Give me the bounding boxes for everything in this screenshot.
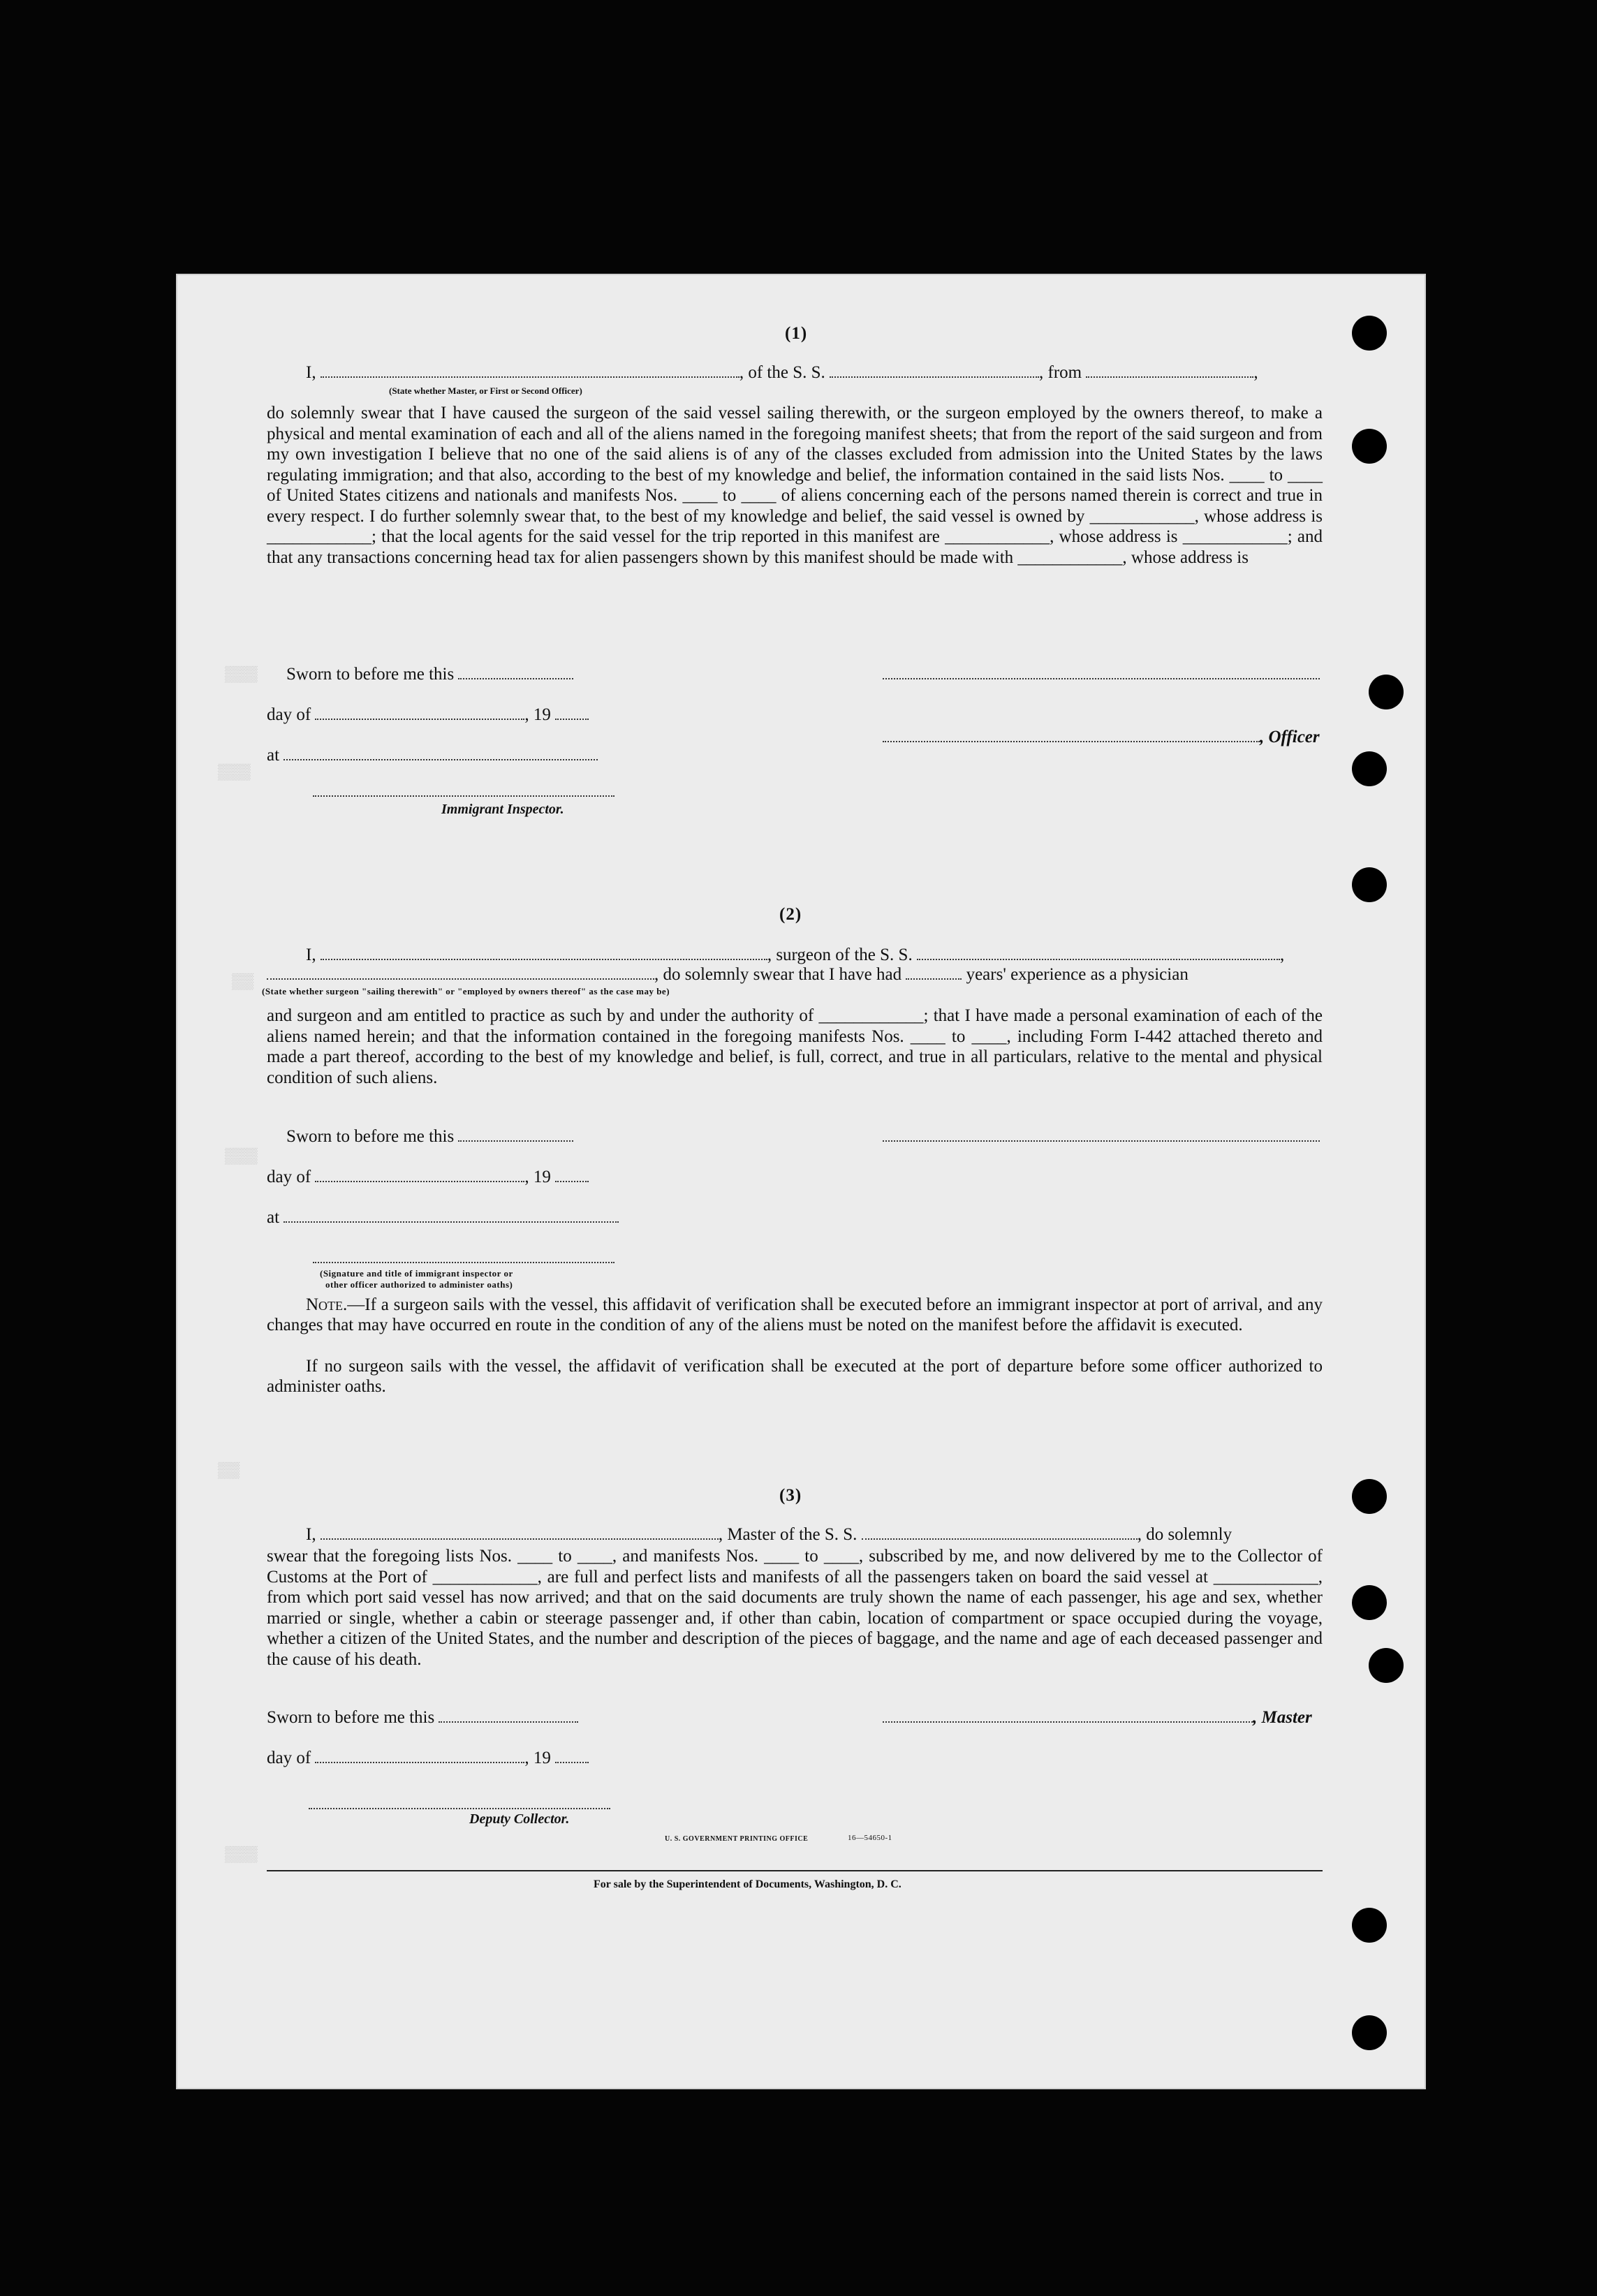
master-prefix: I, <box>306 1525 316 1544</box>
inspector-signature-line[interactable] <box>313 782 614 802</box>
punch-hole <box>1352 1585 1387 1620</box>
surgeon-caption: (State whether surgeon "sailing therewith" or "employed by owners thereof" as the case may be) <box>262 986 670 996</box>
signature-caption-2: other officer authorized to administer oaths) <box>325 1279 513 1290</box>
officer-title: , Officer <box>1260 728 1320 746</box>
bleed-through-mark: ▒▒ <box>218 1461 240 1478</box>
section-3-sworn-line <box>267 1708 578 1728</box>
ship-label: , of the S. S. <box>739 363 825 382</box>
signature-caption-1: (Signature and title of immigrant inspector or <box>320 1268 513 1279</box>
master-title: , Master <box>1253 1708 1312 1727</box>
at-place-field[interactable] <box>284 746 598 760</box>
at-place-field[interactable] <box>284 1209 619 1223</box>
year-field[interactable] <box>555 1168 589 1182</box>
sworn-label: Sworn to before me this <box>286 1127 455 1146</box>
month-field[interactable] <box>315 706 524 720</box>
day-of-label: day of <box>267 1749 311 1767</box>
at-label: at <box>267 1208 280 1227</box>
section-3-number: (3) <box>779 1486 802 1505</box>
inspector-officer-signature-line[interactable] <box>313 1249 614 1268</box>
sworn-label: Sworn to before me this <box>286 665 455 684</box>
section-1-oath-paragraph: do solemnly swear that I have caused the surgeon of the said vessel sailing therewith, or the surgeon employed by the owners thereof, to make a physical and mental examination of each and all of the aliens named in the foregoing manifest sheets; that from the report of the said surgeon and from my own investigation I believe that no one of the said aliens is of any of the classes excluded from admission into the United States by the laws regulating immigration; and that also, according to the best of my knowledge and belief, the information contained in the said lists Nos. ____ to ____ of United States citizens and nationals and manifests Nos. ____ to ____ of aliens concerning each of the persons named therein is correct and true in every respect. I do further solemnly swear that, to the best of my knowledge and belief, the said vessel is owned by ____________, whose address is ____________; that the local agents for the said vessel for the trip reported in this manifest are ____________, whose address is ____________; and that any transactions concerning head tax for alien passengers shown by this manifest should be made with ____________, whose address is <box>267 404 1323 567</box>
officer-signature-line-2 <box>883 728 1320 747</box>
year-label: , 19 <box>524 705 551 724</box>
at-label: at <box>267 746 280 765</box>
deputy-collector-label: Deputy Collector. <box>469 1811 570 1827</box>
section-3-master-line <box>306 1525 1232 1545</box>
year-label: , 19 <box>524 1749 551 1767</box>
bleed-through-mark: ▒▒▒ <box>225 1147 258 1164</box>
sworn-day-field[interactable] <box>458 665 573 679</box>
immigrant-inspector-label: Immigrant Inspector. <box>441 802 564 817</box>
month-field[interactable] <box>315 1749 524 1763</box>
punch-hole <box>1352 2015 1387 2050</box>
year-field[interactable] <box>555 706 589 720</box>
section-3-day-line <box>267 1749 589 1768</box>
month-field[interactable] <box>315 1168 524 1182</box>
bleed-through-mark: ▒▒▒ <box>225 1845 258 1862</box>
master-name-field[interactable] <box>321 1526 719 1540</box>
years-label: years' experience as a physician <box>966 965 1188 984</box>
section-2-day-line <box>267 1168 589 1187</box>
from-label: , from <box>1039 363 1082 382</box>
punch-hole <box>1352 1479 1387 1514</box>
swear-label: , do solemnly swear that I have had <box>654 965 902 984</box>
year-field[interactable] <box>555 1749 589 1763</box>
master-ship-label: , Master of the S. S. <box>718 1525 858 1544</box>
section-1-sworn-line <box>286 665 573 684</box>
punch-hole <box>1369 1648 1404 1683</box>
officer-name-field[interactable] <box>321 364 739 378</box>
master-ship-field[interactable] <box>862 1526 1138 1540</box>
section-1-declarant-line: I, , of the S. S. , from , <box>306 363 1258 382</box>
note-paragraph-2: If no surgeon sails with the vessel, the affidavit of verification shall be executed at the port of departure before some officer authorized to administer oaths. <box>267 1357 1323 1396</box>
master-signature-line <box>883 1708 1312 1728</box>
printing-office-label: U. S. GOVERNMENT PRINTING OFFICE <box>665 1835 809 1843</box>
note-label: Note. <box>306 1295 348 1314</box>
sworn-day-field[interactable] <box>439 1709 578 1723</box>
surgeon-ship-label: , surgeon of the S. S. <box>767 945 913 964</box>
section-2-oath-paragraph: and surgeon and am entitled to practice as such by and under the authority of ____________; that I have made a personal examination of each of the aliens named herein; and that the information contained in the foregoing manifests Nos. ____ to ____, including Form I-442 attached thereto and made a part thereof, according to the best of my knowledge and belief, is full, correct, and true in all particulars, relative to the mental and physical condition of such aliens. <box>267 1006 1323 1087</box>
form-code-label: 16—54650-1 <box>848 1834 892 1842</box>
origin-port-field[interactable] <box>1086 364 1253 378</box>
year-label: , 19 <box>524 1168 551 1186</box>
officer-signature-line-1[interactable] <box>883 665 1320 684</box>
section-3-oath-paragraph: swear that the foregoing lists Nos. ____ to ____, and manifests Nos. ____ to ____, subscribed by me, and now delivered by me to the Collector of Customs at the Port of ____________, are full and perfect lists and manifests of all the passengers taken on board the said vessel at ____________, from which port said vessel has now arrived; and that on the said documents are truly shown the name of each passenger, his age and sex, whether married or single, whether a cabin or steerage passenger and, if other than cabin, location of compartment or space occupied during the voyage, whether a citizen of the United States, and the number and description of the pieces of baggage, and the name and age of each deceased passenger and the cause of his death. <box>267 1547 1323 1669</box>
surgeon-name-field[interactable] <box>321 946 767 960</box>
bleed-through-mark: ▒▒▒ <box>218 763 251 780</box>
punch-hole <box>1352 316 1387 351</box>
manifest-page <box>176 274 1426 2089</box>
ship-name-field[interactable] <box>830 364 1039 378</box>
note-paragraph-1 <box>267 1295 1323 1335</box>
surgeon-signature-line[interactable] <box>883 1127 1320 1147</box>
footer-rule <box>267 1870 1323 1871</box>
punch-hole <box>1352 867 1387 902</box>
section-1-number: (1) <box>785 324 808 343</box>
bleed-through-mark: ▒▒ <box>232 972 254 989</box>
sale-notice: For sale by the Superintendent of Documents, Washington, D. C. <box>594 1878 901 1890</box>
punch-hole <box>1352 429 1387 464</box>
declarant-prefix: I, <box>306 363 316 382</box>
years-field[interactable] <box>906 966 962 980</box>
surgeon-ship-field[interactable] <box>917 946 1280 960</box>
day-of-label: day of <box>267 1168 311 1186</box>
section-2-sworn-line <box>286 1127 573 1147</box>
officer-signature-field[interactable] <box>883 728 1260 742</box>
section-2-number: (2) <box>779 905 802 924</box>
section-2-swear-line <box>267 965 1188 985</box>
section-1-day-line <box>267 705 589 725</box>
punch-hole <box>1352 1908 1387 1943</box>
bleed-through-mark: ▒▒▒ <box>225 665 258 682</box>
surgeon-prefix: I, <box>306 945 316 964</box>
surgeon-status-field[interactable] <box>267 966 654 980</box>
punch-hole <box>1369 675 1404 709</box>
punch-hole <box>1352 751 1387 786</box>
day-of-label: day of <box>267 705 311 724</box>
sworn-label: Sworn to before me this <box>267 1708 435 1727</box>
section-1-at-line <box>267 746 598 765</box>
officer-caption: (State whether Master, or First or Second Officer) <box>389 385 582 396</box>
sworn-day-field[interactable] <box>458 1128 573 1142</box>
note-text-1: —If a surgeon sails with the vessel, this affidavit of verification shall be executed before an immigrant inspector at port of arrival, and any changes that may have occurred en route in the condition of any of the aliens must be noted on the manifest before the affidavit is executed. <box>267 1295 1323 1334</box>
solemnly-label: , do solemnly <box>1137 1525 1232 1544</box>
section-2-at-line <box>267 1208 619 1228</box>
master-signature-field[interactable] <box>883 1709 1253 1723</box>
section-2-surgeon-line: I, , surgeon of the S. S. , <box>306 945 1285 964</box>
